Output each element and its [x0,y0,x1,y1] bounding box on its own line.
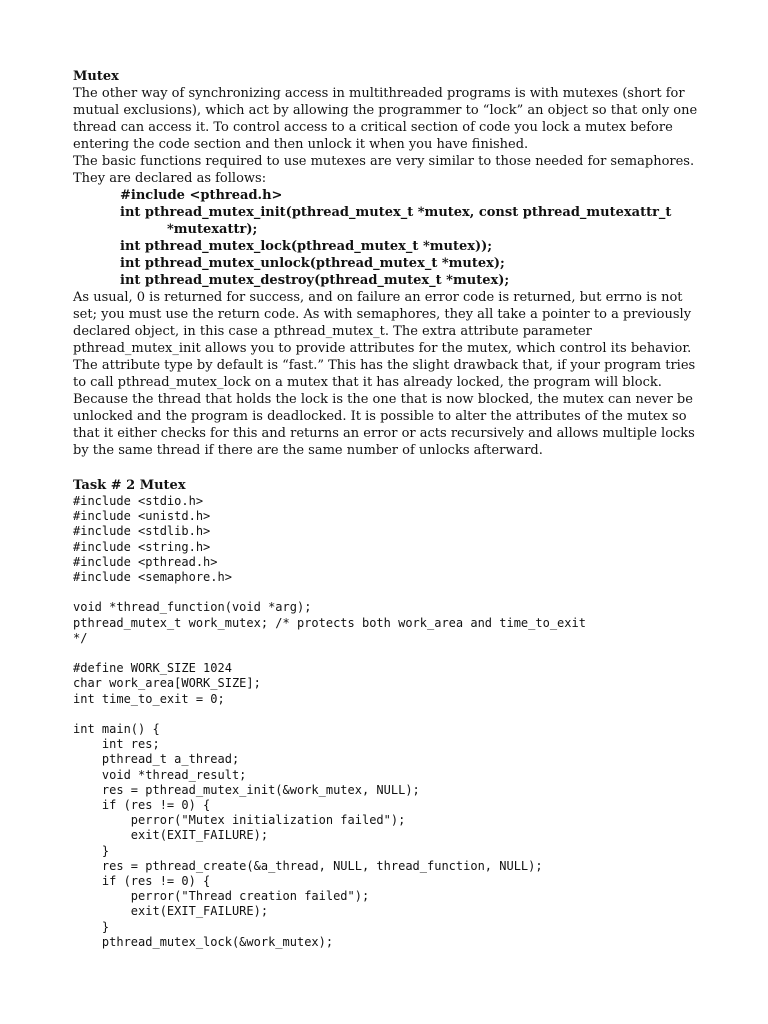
code-blank-line [73,707,703,722]
intro-paragraph: The other way of synchronizing access in multithreaded programs is with mutexes (short for mutual exclusions), which act by allowing the programmer to “lock” an object so that only one thread can access it. To control access to a critical section of code you lock a mutex before entering the code section and then unlock it when you have finished. [73,86,698,152]
code-line: exit(EXIT_FAILURE); [73,904,269,919]
prototype-mutex-lock: int pthread_mutex_lock(pthread_mutex_t *mutex)); [120,239,493,254]
code-line: pthread_t a_thread; [73,752,240,767]
code-line: if (res != 0) { [73,798,211,813]
code-line: if (res != 0) { [73,874,211,889]
code-line: res = pthread_create(&a_thread, NULL, thread_function, NULL); [73,858,543,873]
code-line: res = pthread_mutex_init(&work_mutex, NULL); [73,782,420,797]
code-listing [73,494,703,950]
code-line: } [73,919,110,934]
code-line: #include <stdlib.h> [73,524,211,539]
code-line: void *thread_result; [73,767,247,782]
explanation-paragraph: As usual, 0 is returned for success, and on failure an error code is returned, but errno is not set; you must use the return code. As with semaphores, they all take a pointer to a previously declared object, in this case a pthread_mutex_t. The extra attribute parameter pthread_mutex_init allows you to provide attributes for the mutex, which control its behavior. The attribute type by default is “fast.” This has the slight drawback that, if your program tries to call pthread_mutex_lock on a mutex that it has already locked, the program will block. Because the thread that holds the lock is the one that is now blocked, the mutex can never be unlocked and the program is deadlocked. It is possible to alter the attributes of the mutex so that it either checks for this and returns an error or acts recursively and allows multiple locks by the same thread if there are the same number of unlocks afterward. [73,290,696,458]
function-prototypes [73,187,703,289]
code-blank-line [73,646,703,661]
code-line: #include <pthread.h> [73,554,218,569]
code-line: #define WORK_SIZE 1024 [73,661,232,676]
code-line: #include <stdio.h> [73,494,204,508]
code-line: #include <string.h> [73,539,211,554]
code-line: exit(EXIT_FAILURE); [73,828,269,843]
code-line: int time_to_exit = 0; [73,691,225,706]
task-title: Task # 2 Mutex [73,478,186,493]
prototype-include: #include <pthread.h> [120,188,283,203]
code-line: pthread_mutex_t work_mutex; /* protects both work_area and time_to_exit [73,615,586,630]
document-content [73,68,703,950]
code-line: #include <unistd.h> [73,509,211,524]
code-line: pthread_mutex_lock(&work_mutex); [73,934,334,949]
code-line: perror("Thread creation failed"); [73,889,370,904]
code-line: int main() { [73,722,160,736]
code-line: void *thread_function(void *arg); [73,600,312,615]
code-line: perror("Mutex initialization failed"); [73,813,406,828]
code-line: int res; [73,737,160,752]
section-title: Mutex [73,69,119,84]
prototype-mutex-destroy: int pthread_mutex_destroy(pthread_mutex_t *mutex); [120,273,510,288]
prototype-mutex-init-continuation: *mutexattr); [167,222,258,237]
code-line: char work_area[WORK_SIZE]; [73,676,261,691]
code-line: #include <semaphore.h> [73,570,232,585]
prototype-mutex-init: int pthread_mutex_init(pthread_mutex_t *mutex, const pthread_mutexattr_t [120,205,672,220]
code-line: */ [73,630,88,645]
functions-intro-paragraph: The basic functions required to use mutexes are very similar to those needed for semaphores. They are declared as follows: [73,154,695,186]
code-line: } [73,843,110,858]
code-blank-line [73,585,703,600]
prototype-mutex-unlock: int pthread_mutex_unlock(pthread_mutex_t *mutex); [120,256,505,271]
